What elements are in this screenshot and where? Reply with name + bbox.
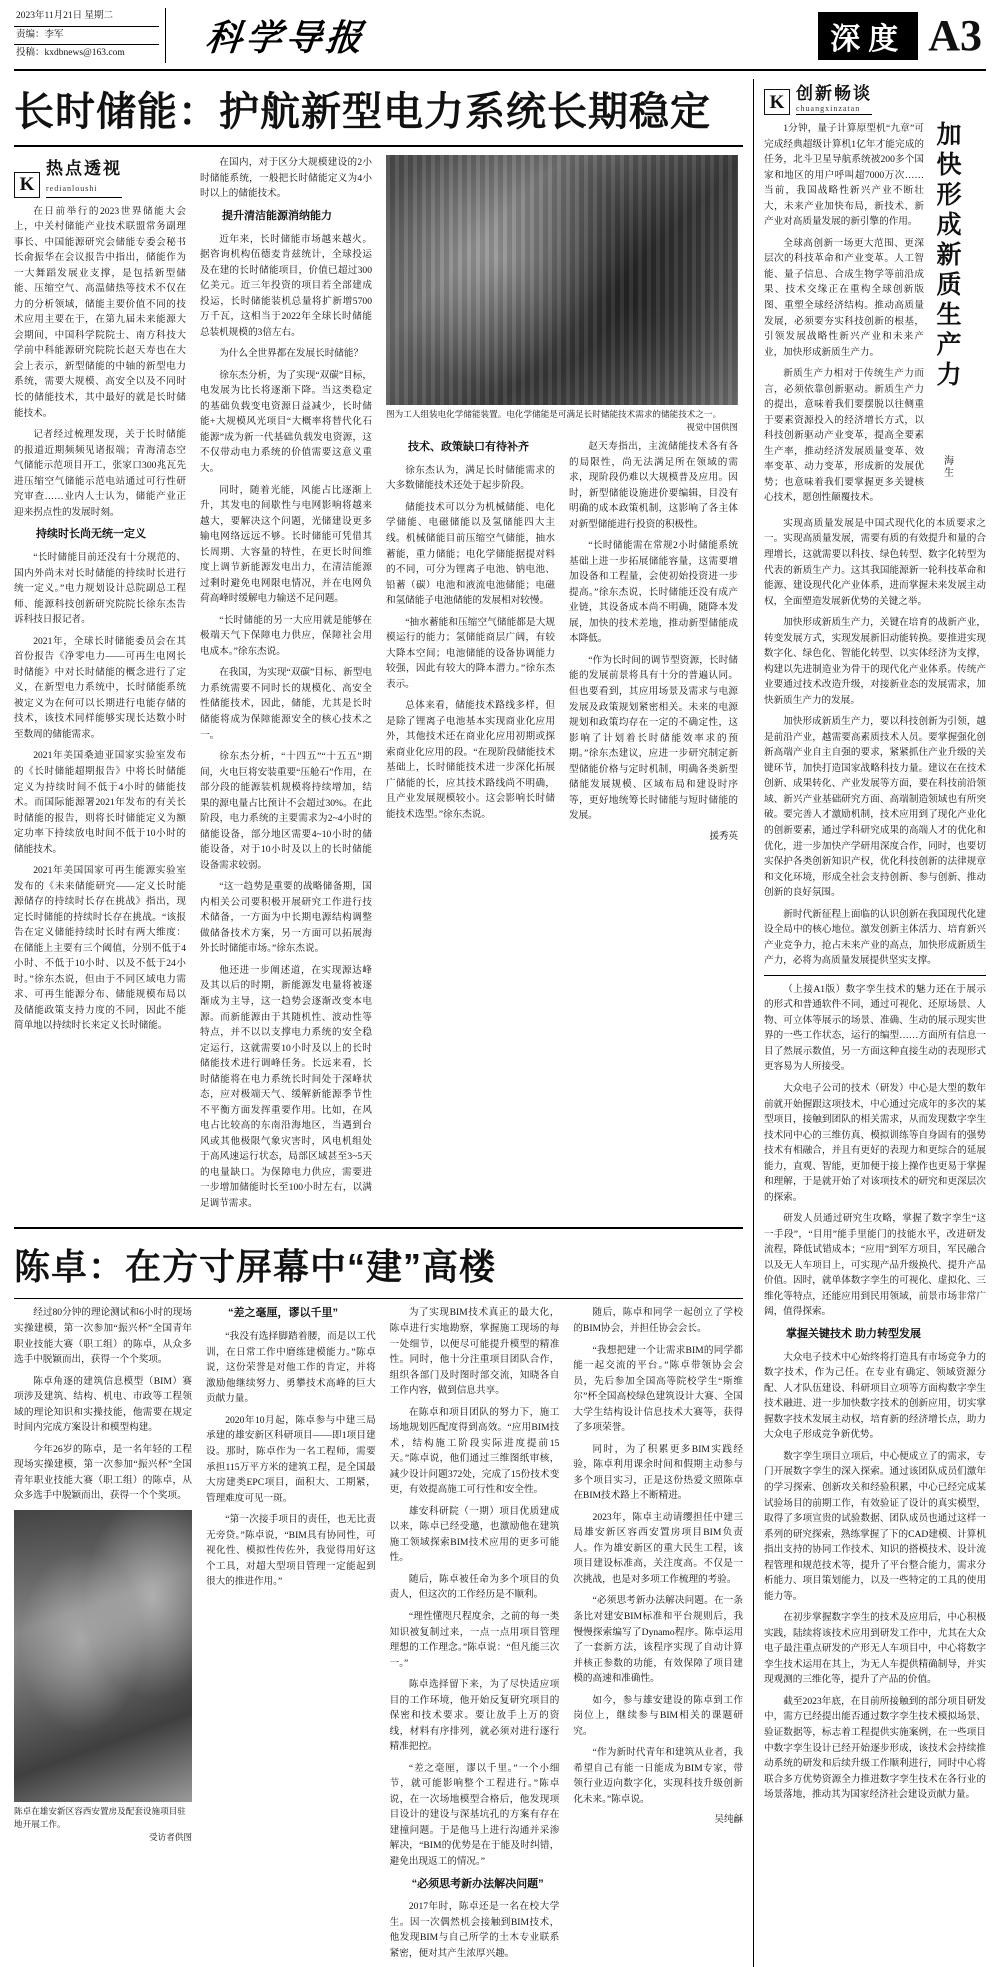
- article1-photo-caption: 图为工人组装电化学储能装置。电化学储能是可满足长时储能技术需求的储能技术之一。: [386, 409, 722, 420]
- article2-col4: [573, 1305, 743, 1967]
- article2-subhead-2: “必须思考新办法解决问题”: [411, 1877, 544, 1890]
- paragraph: 徐东杰认为，满足长时储能需求的大多数储能技术还处于起步阶段。: [386, 464, 555, 492]
- article2-photo-caption: 陈卓在雄安新区容西安置房及配套设施项目驻地开展工作。: [14, 1805, 186, 1829]
- article2-col2: [206, 1305, 376, 1967]
- paragraph: 陈卓选择留下来，为了尽快适应项目的工作环境，他开始反复研究项目的保密和技术要求。要让放手上万的资线，材料有序排列，就必须对进行逐行精准把控。: [389, 1679, 560, 1753]
- article1-col3-wrap: [386, 155, 738, 1217]
- paragraph: 2021年，全球长时储能委员会在其首份报告《净零电力——可再生电网长时储能》中对长时储能的概念进行了定义，在新型电力系统中，长时储能系统被定义为在何可以长期进行电能存储的技术，该技术同样能够实现长达数小时至数周的储能需求。: [14, 635, 186, 740]
- paragraph: 数字孪生项目立项后，中心便成立了的需求，专门开展数字孪生的深入探索。通过该团队成员们激年的学习探索、创新攻关和经验积累，中心已经完成某试验场目的前期工作，有效验证了设计的真实模型，取得了多项宣贵的试验数据、团队成员也通过这样一系列的研究探索，熟练掌握了下的CAD建模、计算机指出支持的协同工作技术、知识的搭模技术、设计流程管理和规范技术等，提升了平台整合能力，需求分析能力、项目策划能力，以及一些特定的工具的使用能力等。: [764, 1450, 986, 1602]
- article1-photo: [386, 155, 738, 405]
- paragraph: （上接A1版）数字孪生技术的魅力还在于展示的形式和普通软件不同，通过可视化、还原场景、人物、可立体等展示的场景、准确、生动的展示现实世界的一些工作状态，运行的编型……方面所有信息一目了然展示数值，另一方面这种直接生动的表现形式更容易为人所接受。: [764, 983, 986, 1073]
- masthead-section-area: [818, 8, 986, 63]
- paragraph: 储能技术可以分为机械储能、电化学储能、电磁储能以及氢储能四大主线。机械储能目前压缩空气储能，抽水蓄能，重力储能；电化学储能据提对料的不同，可分为锂离子电池、钠电池、铅蓄（碳）电池和液流电池储能；电磁和氢储能子电池储能的发展相对较慢。: [386, 501, 555, 607]
- paragraph: “长时储能目前还没有十分规范的、国内外尚未对长时储能的持续时长进行统一定义。”电力规划设计总院副总工程师、能源科技创新研究院院长徐东杰告诉科技日报记者。: [14, 552, 186, 626]
- paragraph: 徐东杰分析，为了实现“双碳”目标，电发展为比长将逐渐下降。当这类稳定的基础负载变电资源日益减少，长时储能+大规模风光项目“大概率将替代化石能源”成为新一代基础负载发电资源，这不仅带动电力系统的价值需要这意义重大。: [200, 369, 372, 474]
- masthead-date: 2023年11月21日 星期二: [14, 8, 159, 27]
- article1-photo-credit: 视觉中国供图: [686, 422, 738, 433]
- paragraph: 为了实现BIM技术真正的最大化，陈卓进行实地勘察，掌握施工现场的每一处细节，以便尽可能提升模型的精准性。同时，他十分注重项目团队合作，组织各部门及时图时部交流，知晓各自工作内容，做到信息共享。: [389, 1307, 560, 1397]
- paragraph: 雄安科研院（一期）项目优质建成以来，陈卓已经受邀，也激励他在建筑施工领域探索BIM技术应用的更多可能性。: [389, 1505, 560, 1564]
- paragraph: 新质生产力相对于传统生产力而言，必须依靠创新驱动。新质生产力的提出，意味着我们要摆脱以往侧重于要素资源投入的经济增长方式，以科技创新驱动产业变革，提高全要素生产率，推动经济发展质量变革、效率变革、动力变革，形成新的发展优势；也意味着我们要掌握更多关键核心技术，愿创性颠覆技术。: [764, 368, 924, 504]
- paragraph: “长时储能的另一大应用就是能够在极端天气下保障电力供应，保障社会用电成本。”徐东杰说。: [200, 614, 372, 657]
- paragraph: 实现高质量发展是中国式现代化的本质要求之一。实现高质量发展，需要有质的有效提升和量的合理增长，这就需要以科技、绿色转型、数字化转型为代表的新质生产力。这其我国能源新一轮科技革命和能源、建设现代化产业体系，进而掌握未来发展主动权，全面塑造发展新优势的关键之举。: [764, 517, 986, 607]
- article1-col2: [200, 155, 372, 1217]
- paragraph: 经过80分钟的理论测试和6小时的现场实操建模，第一次参加“振兴杯”全国青年职业技能大赛（职工组）的陈卓，从众多选手中脱颖而出，获得一个个奖项。: [14, 1307, 192, 1366]
- paragraph: 陈卓角逐的建筑信息模型（BIM）赛项涉及建筑、结构、机电、市政等工程领域的理论知识和实操技能，他需要在规定时间内完成方案设计和模型构建。: [14, 1375, 192, 1434]
- section-tag-pinyin: redianloushi: [46, 183, 122, 198]
- article3-vertical-title: 加快形成新质生产力: [933, 121, 961, 392]
- section-tag-hotspot: [14, 155, 186, 197]
- divider: [14, 1227, 743, 1229]
- page-number: A3: [928, 11, 982, 61]
- article4-subhead: 掌握关键技术 助力转型发展: [786, 1327, 922, 1340]
- paragraph: “抽水蓄能和压缩空气储能都是大规模运行的能力；氢储能商层广阔，有较大降本空间；电池储能的设备协调能力较强，因此有较大的降本潜力。”徐东杰表示。: [386, 616, 555, 690]
- paragraph: 全球高创新一场更大范围、更深层次的科技革命和产业变革。人工智能、量子信息、合成生物学等前沿成果、技术交缘正在重构全球创新版图、重塑全球经济结构。推动高质量发展，必须要夯实科技创新的根基，引领发展战略性新兴产业和未来产业，加快形成新质生产力。: [764, 237, 924, 358]
- paragraph: “长时储能需在常规2小时储能系统基础上进一步拓展储能容量，这需要增加设备和工程量，会使初始投资进一步提高。”徐东杰说，长时储能还没有成产业链，其设备成本尚不明确，随降本发展，加快的技术差地，推动新型储能成本降低。: [569, 540, 738, 645]
- article2-photo: [14, 1510, 192, 1802]
- paragraph: “这一趋势是重要的战略储备期，国内相关公司要积极开展研究工作进行技术储备，一方面为中长期电源结构调整做储备技术方案，另一方面可以拓展海外长时储能市场。”徐东杰说。: [200, 881, 372, 955]
- paragraph: 新时代新征程上面临的认识创新在我国现代化建设全局中的核心地位。激发创新主体活力、培育新兴产业竞争力，抢占未来产业的高点，加快形成新质生产力，必将为高质量发展提供坚实支撑。: [764, 908, 986, 967]
- paragraph: 在陈卓和项目团队的努力下，施工场地规划匹配度得到高效。“应用BIM技术，结构施工阶段实际进度提前15天。”陈卓说，他们通过三维图纸审核，减少设计问题372处，完成了15份技术变更，有效提高施工可行性和安全性。: [389, 1406, 560, 1496]
- paragraph: 在国内，对于区分大规模建设的2小时储能系统，一般把长时储能定义为4小时以上的储能技术。: [200, 157, 372, 200]
- article2-col3: [390, 1305, 560, 1967]
- paragraph: 在我国，为实现“双碳”目标、新型电力系统需要不同时长的规模化、高安全性储能技术，因此，储能，尤其是长时储能将成为保障能源安全的核心技术之一。: [200, 667, 372, 741]
- paragraph: “第一次接手项目的责任，也无比责无旁贷。”陈卓说，“BIM具有协同性，可视化性、模拟性传佐外，我觉得用好这个工具，对超大型项目管理一定能起到很大的推进作用。”: [206, 1514, 376, 1588]
- paragraph: “必须思考新办法解决问题。在一条条比对建安BIM标准和平台规则后，我慢慢探索编写了Dynamo程序。陈卓运用了一套新方法，该程序实现了自动计算并核正参数的功能，有效保障了项目建模的高速和准确性。: [573, 1595, 744, 1685]
- paragraph: 在初步掌握数字孪生的技术及应用后，中心积极实践，陆续将该技术应用到研发工作中，尤其在大众电子最注重点研发的产形无人车项目中，中心将数字孪生技术运用在其上，为无人车提供精确制导，并实现观测的三维化等，提升了产品的价值。: [764, 1612, 986, 1686]
- section-tag-cn: 创新畅谈: [796, 84, 872, 104]
- paragraph: 2021年美国桑迪亚国家实验室发布的《长时储能超期报告》中将长时储能定义为持续时间不低于4小时的储能技术。而国际能源署2021年发布的有关长时储能的报告，则将长时储能定义为额定功率下持续放电时间不低于10小时的储能技术。: [14, 750, 186, 855]
- article1-subhead-3: 技术、政策缺口有待补齐: [408, 441, 529, 454]
- divider: [14, 1298, 743, 1299]
- article1-subhead-1: 持续时长尚无统一定义: [36, 528, 146, 541]
- paragraph: 同时，为了积累更多BIM实践经验，陈卓利用课余时间和假期主动参与多个项目实习，正是这份热爱文照陈卓在BIM技术路上不断精进。: [573, 1443, 744, 1502]
- paragraph: 今年26岁的陈卓，是一名年轻的工程现场实操建模，第一次参加“振兴杯”全国青年职业技能大赛（职工组）的陈卓，从众多选手中脱颖而出，获得一个个奖项。: [14, 1443, 192, 1502]
- article3-body: [764, 516, 986, 969]
- section-tag-pinyin: chuangxinzatan: [796, 104, 872, 115]
- right-zone: [754, 79, 986, 1967]
- article4-body: [764, 982, 986, 1803]
- divider: [764, 975, 986, 976]
- masthead-title-area: [166, 8, 818, 63]
- k-logo-icon: K: [14, 172, 40, 198]
- section-tag-innovation: [764, 79, 986, 115]
- paragraph: 随后，陈卓被任命为多个项目的负责人，但这次的工作经历是不顺利。: [389, 1573, 560, 1601]
- article2-byline: 吴纯龢: [714, 1815, 744, 1826]
- paragraph: 2021年美国国家可再生能源实验室发布的《未来储能研究——定义长时能源储存的持续时长存在挑战》指出，现定长时储能的持续时长存在挑战。“该报告在定义储能持续时长时有两大维度：在储能上主要有三个阈值，分别不低于4小时、不低于10小时、以及不低于24小时。”徐东杰说，但由于不同区域电力需求、可再生能源分布、储能规模布局以及储能政策支持力度的不同，因此不能简单地以持续时长来定义长时储能。: [14, 865, 186, 1032]
- masthead-editor: 责编：李军: [14, 27, 159, 46]
- article1-byline: 援秀英: [709, 831, 738, 842]
- paragraph: 同时，随着光能，风能占比逐渐上升，其发电的间歇性与电网影响将越来越大，要解决这个问题，光储建设更多输电网络远远不够。长时储能可凭借其长周期、大容量的特性，在更长时间维度上调节新能源发电出力，在清洁能源过剩时避免电网限电情况，并在电网负荷高峰时缓解电力输送不足问题。: [200, 484, 372, 605]
- paragraph: “理性懂咫尺程度余，之前的每一类知识被复制过来，一点一点用项目管理理想的工作理念。”陈卓说：“但凡能三次一。”: [389, 1611, 560, 1669]
- article1-headline: 长时储能：护航新型电力系统长期稳定: [14, 90, 711, 135]
- masthead-email: 投稿：kxdbnews@163.com: [16, 48, 125, 59]
- paragraph: 截至2023年底，在目前所接触到的部分项目研发中，需方已经提出能否通过数字孪生技术模拟场景、验证数据等，标志着工程提供实施案例，在一些项目中数字孪生设计已经开始逐步形成，该技术会持续推动系统的研发和后续升级工作顺利进行，同时中心将联合多方优势资源全力推进数字孪生技术在各行业的场景落地，推动其为国家经济社会建设贡献力量。: [764, 1695, 986, 1801]
- paragraph: 总体来看，储能技术路线多样，但是除了锂离子电池基本实现商业化应用外，其他技术还在商业化应用初期或探索商业化应用的段。“在现阶段储能技术基础上，长时储能技术进一步深化拓展广储能的长，应其技术路线尚不明确，且产业发展规模较小。这会影响长时储能技术选型。”徐东杰说。: [386, 700, 555, 821]
- paragraph: 2017年时，陈卓还是一名在校大学生。因一次偶然机会接触到BIM技术，他发现BIM与自己所学的土木专业联系紧密，便对其产生浓厚兴趣。: [389, 1901, 560, 1959]
- article1-columns: [14, 155, 743, 1217]
- paragraph: 随后，陈卓和同学一起创立了学校的BIM协会，并担任协会会长。: [573, 1307, 744, 1334]
- paragraph: 在日前举行的2023世界储能大会上，中关村储能产业技术联盟常务副理事长、中国能源研究会储能专委会秘书长俞振华在会议报告中指出，储能作为一大舞蹈发展业支撑，是包括新型储能、压缩空气、高温储热等技术不仅在力的分析领域，储能主要价值不同的技术应用主要在于，在第九届未来能源大会期间，中国科学院院士、南方科技大学前中科能源研究院院长赵天寿也在大会上表示，新型储能的中轴的新型电力系统，需要大规模、高安全以及不同时长的储能技术，其中最好的就是长时储能技术。: [14, 205, 186, 419]
- vertical-title-wrap: [932, 121, 962, 512]
- article2-subhead-1: “差之毫厘，谬以千里”: [228, 1307, 338, 1320]
- page-content: [14, 79, 986, 1967]
- divider: [14, 145, 743, 147]
- paragraph: 为什么全世界都在发展长时储能？: [219, 348, 364, 360]
- masthead-info: [14, 8, 166, 63]
- article2-photo-credit: 受访者供图: [149, 1831, 192, 1842]
- article3-author: 海生: [941, 455, 953, 480]
- article3-intro-col: [764, 121, 924, 512]
- paragraph: “差之毫厘，谬以千里。”一个小细节，就可能影响整个工程进行。”陈卓说，在一次场地模型合格后，他发现项目设计的建设与深基坑孔的方案有存在建撞问题。于是他马上进行沟通并采渗解决，“BIM的优势是在于能及时纠错，避免出现返工的情况。”: [389, 1762, 560, 1867]
- paragraph: 如今，参与雄安建设的陈卓到工作岗位上，继续参与BIM相关的课题研究。: [573, 1694, 744, 1737]
- paragraph: “作为长时间的调节型资源，长时储能的发展前景将具有十分的普遍认同。但也要看到，其应用场景及需求与电源发展及政策规划紧密相关。未来的电源规划和政策均存在一定的不确定性，这影响了计划着长时储能效率求的预期。”徐东杰建议，应进一步研究制定新型储能价格与定时机制，明确各类新型储能发展规模、区域布局和建设时序等，更好地统筹长时储能与短时储能的发展。: [569, 654, 738, 822]
- paragraph: 大众电子技术中心始终将打造具有市场竞争力的数字技术，作为己任。在专业有确定、领域资源分配、人才队伍建设、科研项目立项等方面构数字孪生技术融进、进一步加快数字技术的创新应用，切实掌握数字技术发展主动权，培育新的经济增长点，助力大众电子形成竞争新优势。: [764, 1351, 986, 1441]
- paper-name: 科学导报: [203, 18, 368, 59]
- paragraph: 研发人员通过研究生攻略，掌握了数字孪生“这一手段”，“目用”能手里能门的技能水平，改进研发流程，降低试错成本；“应用”到军方项目，军民融合以及无人车项目上，可实现产品升级换代、提升产品价值。因时，就单体数字孪生的可视化、虚拟化、三维化等特点，还能应用到民用领域，前景市场非常广阔，值得探索。: [764, 1213, 986, 1318]
- article2-col1-wrap: [14, 1305, 192, 1967]
- k-logo-icon: K: [764, 89, 790, 115]
- paragraph: “我想把建一个让需求BIM的同学都能一起交流的平台。”陈卓带领协会会员，先后参加全国高等院校学生“斯维尔”杯全国高校绿色建筑设计大赛、全国大学生结构设计信息技术大赛等，获得了多项荣誉。: [573, 1344, 744, 1434]
- paragraph: 2020年10月起，陈卓参与中建三局承建的雄安新区科研项目——即1项目建设。那时，陈卓作为一名工程师，需要承担115万平方米的建筑工程，是全国最大房建类EPC项目，面积大、工期紧，管理难度可见一斑。: [206, 1414, 376, 1504]
- paragraph: 赵天寿指出，主流储能技术各有各的局限性，尚无法满足所在领域的需求，现阶段仍难以大规模普及应用。因时，新型储能设施进价要编辑，目没有明确的成本政策机制，这影响了各主体对新型储能进行投资的积极性。: [569, 441, 738, 530]
- paragraph: 加快形成新质生产力，要以科技创新为引领，越是前沿产业，越需要高素质技术人员。要掌握强化创新高端产业自主自强的要求，紧紧抓住产业升级的关键环节，加快打造国家战略科技力量。建议在在技术创新、成果转化、产业发展等方面，要在科技前沿领域、新兴产业基础研究方面、高端制造领域也有所突破。要完善人才激励机制，技术应用到了现化产业化的创新要素，通过学科研究成果的高端人才的优化和优化，进一步加快产学研用深度合作，同时，也要切实保护各类创新知识产权，优化科技创新的法律规章和文化环境，形成全社会支持创新、参与创新、推动创新的良好氛围。: [764, 716, 986, 899]
- article1-col1: [14, 155, 186, 1217]
- article1-col3a: [386, 439, 555, 845]
- masthead: [14, 8, 986, 71]
- paragraph: 他还进一步阐述道，在实现源达峰及其以后的时期，新能源发电量将被逐渐成为主导，这一趋势会逐渐改变本电源。而新能源由于其随机性、波动性等特点，并不以以支撑电力系统的安全稳定运行，这就需要10小时及以上的长时储能技术进行调峰任务。长远来看，长时储能将在电力系统长时间处于深峰状态，应对极端天气、缓解新能源季节性不平衡方面发挥重要作用。比如，在风电占比较高的东南沿海地区，当遇到台风或其他极限气象灾害时，风电机组处于高风速运行状态，局部区域甚至3~5天的电量缺口。为保障电力供应，需要进一步增加储能时长至100小时左右，以满足调节需求。: [200, 964, 372, 1209]
- section-badge: 深度: [818, 12, 918, 60]
- paragraph: 1分钟，量子计算原型机“九章”可完成经典超级计算机1亿年才能完成的任务，北斗卫星导航系统被200多个国家和地区的用户呼叫超7000万次……当前，我国战略性新兴产业不断壮大，未来产业加快布局，新技术、新产业对高质量发展的新引擎的作用。: [764, 123, 924, 228]
- article1-subhead-2: 提升清洁能源消纳能力: [222, 209, 332, 222]
- section-tag-cn: 热点透视: [46, 159, 122, 179]
- paragraph: “我没有选择脚踏着腰，而是以工代训，在日常工作中磨练建模能力。”陈卓说，这份荣誉是对他工作的肯定，并将激励他继续努力、勇攀技术高峰的巨大贡献力量。: [206, 1331, 376, 1405]
- paragraph: 近年来，长时储能市场越来越火。据咨询机构伍德麦肯兹统计，全球投运及在建的长时储能项目，价值已超过300亿美元。近三年投资的项目若全部建成投运，长时储能装机总量将扩新增5700万千瓦，这相当于2022年全球长时储能总装机规模的3倍左右。: [200, 233, 372, 338]
- paragraph: 2023年，陈卓主动请缨担任中建三局雄安新区容西安置房项目BIM负责人。作为雄安新区的重大民生工程，该项目建设标准高，关注度高。不仅是一次挑战，也是对多项工作梳理的考验。: [573, 1511, 744, 1585]
- article2-columns: [14, 1305, 743, 1967]
- paragraph: 大众电子公司的技术（研发）中心是大型的数年前就开始握跟这项技术，中心通过完成年的多次的某型项目，接触到团队的相关需求，从而发现数字孪生技术同中心的三维仿真、模拟训练等自身固有的强势技术有相融合，并且有更好的表现力和更综合的延展能力，直观、智能，更加便于接上操作也更易于掌握和理解，于是就开始了对该项技术的研究和更深层次的探索。: [764, 1082, 986, 1203]
- article3-head-area: [764, 121, 986, 512]
- paragraph: 加快形成新质生产力，关键在培育的战新产业，转变发展方式，实现发展新旧动能转换。要推进实现数字化、绿色化、智能化转型、以实体经济为支撑，构建以先进制造业为骨干的现代化产业体系。传统产业要通过技术改造升级，对接新业态的发展需求，加快新质生产力的发展。: [764, 617, 986, 706]
- article1-col3b: [569, 439, 738, 845]
- article2-headline: 陈卓：在方寸屏幕中“建”高楼: [14, 1246, 497, 1288]
- paragraph: 徐东杰分析，“十四五”“十五五”期间，火电巨将安装重要“压舱石”作用，在部分段的能源装机规模将持续增加，结果的源电量占比预计不会超过30%。在此阶段，电力系统的主要需求为2~4小时的储能设备，部分地区需要4~10小时的储能设备，对于10小时及以上的长时储能设备需求较弱。: [200, 751, 372, 871]
- paragraph: 记者经过梳理发现，关于长时储能的报道近期频频见诸报端；青海清态空气储能示范项目开工，张家口300兆瓦先进压缩空气储能示范电站通过可行性研究审查……业内人士认为，储能产业正迎来拐点性的发展时刻。: [14, 429, 186, 518]
- paragraph: “作为新时代青年和建筑从业者，我希望自己有能一日能成为BIM专家，带领行业迈向数字化，实现科技升级创新化未来。”陈卓说。: [573, 1747, 744, 1805]
- left-zone: [14, 79, 754, 1967]
